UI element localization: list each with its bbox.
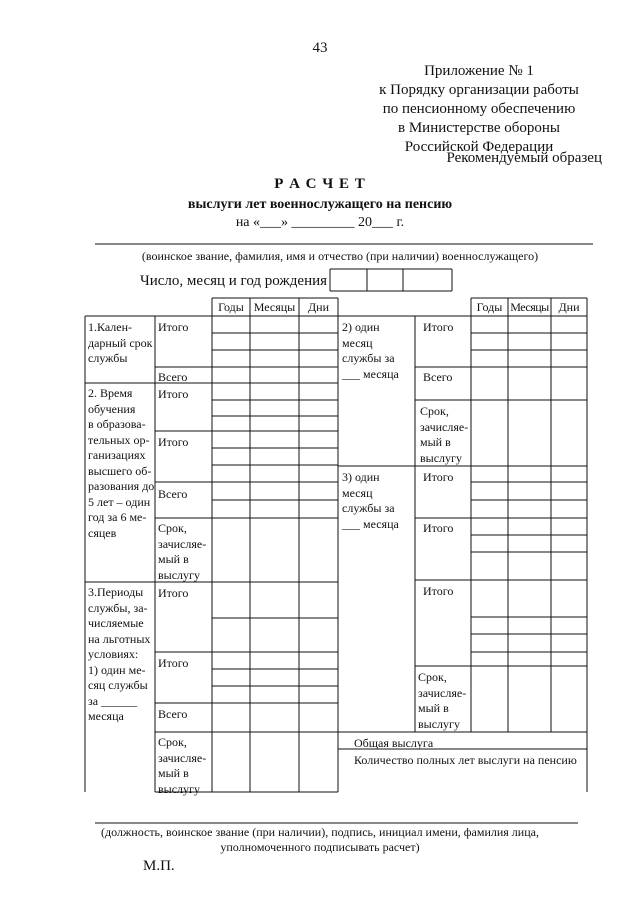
- label-vsego: Всего: [158, 707, 188, 721]
- page-number: 43: [312, 40, 328, 56]
- label-vsego: Всего: [158, 370, 188, 384]
- col-header-days: Дни: [307, 300, 330, 314]
- label-total-service: Общая выслуга: [354, 736, 434, 750]
- label-itogo: Итого: [158, 586, 189, 600]
- col-header-months: Месяцы: [253, 300, 296, 314]
- date-line: на «___» _________ 20___ г.: [235, 215, 405, 230]
- col-header-months: Месяцы: [510, 300, 549, 314]
- annex-line: Российской Федерации: [404, 139, 554, 155]
- label-itogo: Итого: [158, 435, 189, 449]
- label-srok: Срок, зачисляе- мый в выслугу: [418, 670, 467, 731]
- annex-line: по пенсионному обеспечению: [382, 101, 576, 117]
- sample-label: Рекомендуемый образец: [446, 150, 602, 166]
- section-education: 2. Время обучения в образова- тельных ор- ганизациях высшего об- разования до 5 лет – один год за 6 ме- сяцев: [88, 386, 155, 540]
- label-itogo: Итого: [158, 656, 189, 670]
- annex-line: к Порядку организации работы: [379, 82, 579, 98]
- form-title: Р А С Ч Е Т: [274, 176, 366, 192]
- label-vsego: Всего: [158, 487, 188, 501]
- col-header-years: Годы: [218, 300, 244, 314]
- label-srok: Срок, зачисляе- мый в выслугу: [158, 521, 207, 582]
- label-itogo: Итого: [423, 521, 454, 535]
- person-caption: (воинское звание, фамилия, имя и отчество (при наличии) военнослужащего): [141, 249, 539, 263]
- signature-caption: (должность, воинское звание (при наличии), подпись, инициал имени, фамилия лица, уполномоченного подписывать расчет): [101, 825, 539, 854]
- label-srok: Срок, зачисляе- мый в выслугу: [420, 404, 469, 465]
- birth-date-label: Число, месяц и год рождения: [140, 273, 328, 289]
- subsection-2: 2) один месяц службы за ___ месяца: [342, 320, 399, 381]
- form-subtitle: выслуги лет военнослужащего на пенсию: [187, 197, 453, 212]
- section-calendar-service: 1.Кален- дарный срок службы: [88, 320, 153, 365]
- label-itogo: Итого: [423, 320, 454, 334]
- col-header-days: Дни: [558, 300, 580, 314]
- label-itogo: Итого: [423, 584, 454, 598]
- annex-line: Приложение № 1: [424, 63, 534, 79]
- label-itogo: Итого: [158, 387, 189, 401]
- label-vsego: Всего: [423, 370, 453, 384]
- stamp-label: М.П.: [143, 858, 175, 874]
- label-full-years: Количество полных лет выслуги на пенсию: [354, 753, 577, 767]
- annex-line: в Министерстве обороны: [398, 120, 560, 136]
- col-header-years: Годы: [476, 300, 503, 314]
- subsection-3: 3) один месяц службы за ___ месяца: [342, 470, 399, 531]
- label-srok: Срок, зачисляе- мый в выслугу: [158, 735, 207, 796]
- section-preferential: 3.Периоды службы, за- числяемые на льготных условиях: 1) один ме- сяц службы за ______ месяца: [88, 585, 151, 723]
- label-itogo: Итого: [158, 320, 189, 334]
- label-itogo: Итого: [423, 470, 454, 484]
